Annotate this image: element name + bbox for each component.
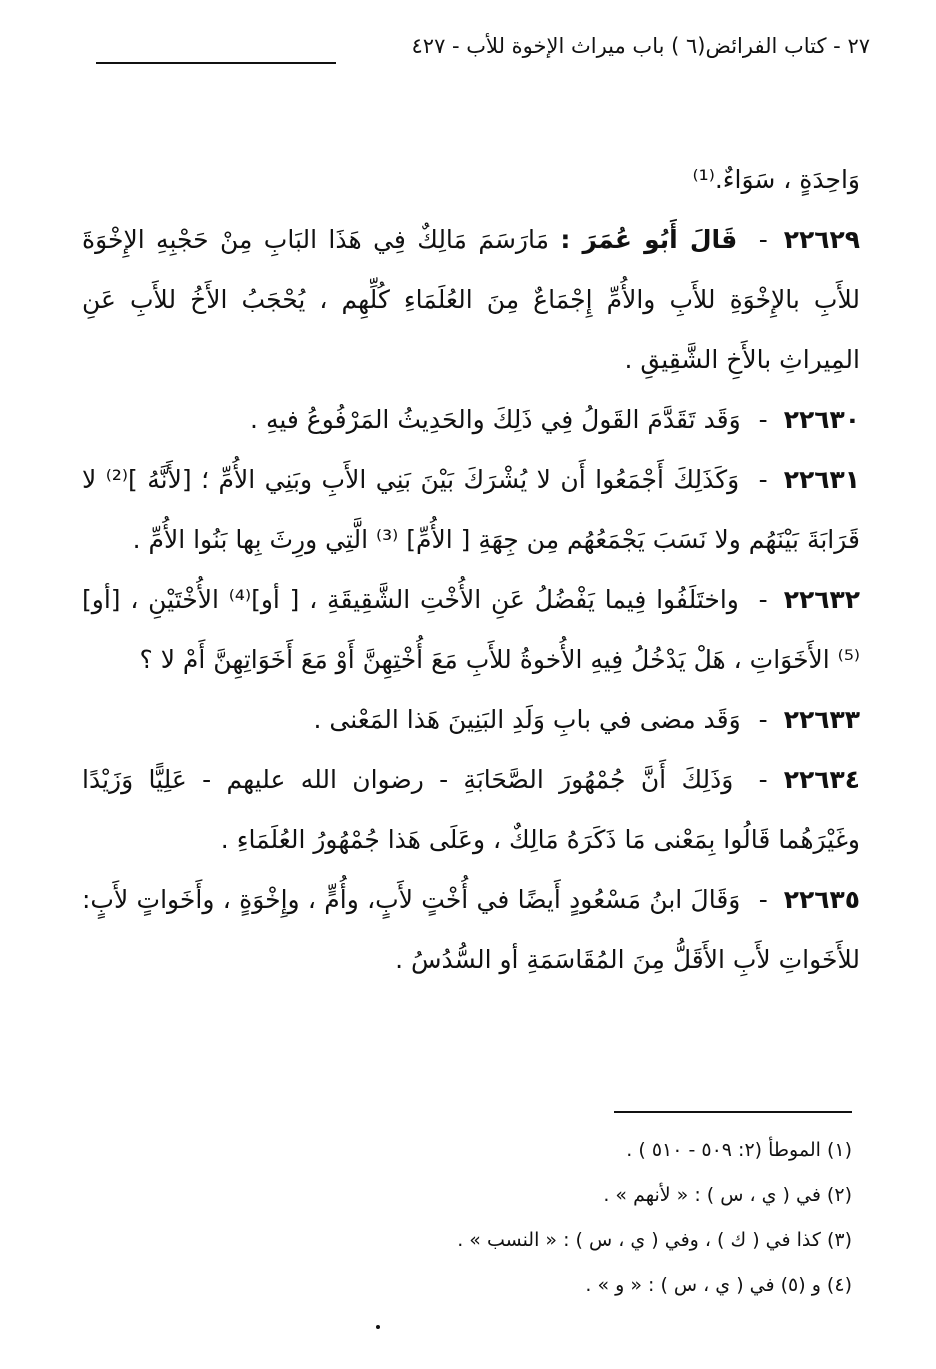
main-text: [82, 150, 860, 990]
paragraph-text: وَكَذَلِكَ أَجْمَعُوا أَن لا يُشْرَكَ بَيْنَ بَنِي الأَبِ وبَنِي الأُمِّ ؛ [لأَنَّهُ ]⁽²⁾ لا قَرَابَةَ بَيْنَهُم ولا نَسَبَ يَجْمَعُهُم مِن جِهَةِ [ الأُمِّ] ⁽³⁾ الَّتِي ورِثَ بِها بَنُوا الأُمِّ .: [82, 465, 860, 554]
paragraph: [82, 150, 860, 210]
paragraph: ٢٢٦٣٣- وَقَد مضى في بابِ وَلَدِ البَنِينَ هَذا المَعْنى .: [313, 705, 860, 734]
paragraph: ٢٢٦٣١- وَكَذَلِكَ أَجْمَعُوا أَن لا يُشْرَكَ بَيْنَ بَنِي الأَبِ وبَنِي الأُمِّ ؛ [لأَنَّهُ ]⁽²⁾ لا قَرَابَةَ بَيْنَهُم ولا نَسَبَ يَجْمَعُهُم مِن جِهَةِ [ الأُمِّ] ⁽³⁾ الَّتِي ورِثَ بِها بَنُوا الأُمِّ .: [82, 465, 860, 554]
header-title: ٢٧ - كتاب الفرائض(٦ ) باب ميراث الإخوة للأب - ٤٢٧: [411, 34, 870, 58]
paragraph-text: وَقَد تَقَدَّمَ القَولُ فِي ذَلِكَ والحَدِيثُ المَرْفُوعُ فيهِ .: [250, 405, 741, 434]
footnote: (٢) في ( ي ، س ) : « لأنهم » .: [603, 1184, 852, 1206]
paragraph-text: وَاحِدَةٍ ، سَوَاءٌ.⁽¹⁾: [692, 165, 860, 194]
header-rule: [96, 62, 336, 64]
paragraph: ٢٢٦٣٢- واختَلَفُوا فِيما يَفْضُلُ عَنِ الأُخْتِ الشَّقِيقَةِ ، [ أو]⁽⁴⁾ الأُخْتَيْنِ ، [أو]⁽⁵⁾ الأَخَوَاتِ ، هَلْ يَدْخُلُ فِيهِ الأُخوةُ للأَبِ مَعَ أُخْتِهِنَّ أَوْ مَعَ أَخَوَاتِهِنَّ أَمْ لا ؟: [82, 585, 860, 674]
paragraph: ٢٢٦٣٠- وَقَد تَقَدَّمَ القَولُ فِي ذَلِكَ والحَدِيثُ المَرْفُوعُ فيهِ .: [250, 405, 860, 434]
paragraph-number: ٢٢٦٣٣: [783, 705, 860, 734]
paragraph-number: ٢٢٦٣٠: [783, 405, 860, 434]
speaker-label: قَالَ أَبُو عُمَرَ :: [560, 225, 738, 254]
paragraph-number: ٢٢٦٣٢: [783, 585, 860, 614]
paragraph-text: وَقَالَ ابنُ مَسْعُودٍ أَيضًا في أُخْتٍ لأَبٍ، وأُمٍّ ، وإِخْوَةٍ ، وأَخَواتٍ لأَبٍ: للأَخَواتِ لأَبِ الأَقَلُّ مِنَ المُقَاسَمَةِ أو السُّدُسُ .: [82, 885, 860, 974]
paragraph: ٢٢٦٢٩- قَالَ أَبُو عُمَرَ : مَارَسَمَ مَالِكٌ فِي هَذَا البَابِ مِنْ حَجْبِهِ الإِخْوَةَ للأَبِ بالإِخْوَةِ للأَبِ والأُمِّ إِجْمَاعٌ مِنَ العُلَمَاءِ كُلِّهِم ، يُحْجَبُ الأَخُ للأَبِ عَنِ المِيراثِ بالأَخِ الشَّقِيقِ .: [82, 225, 861, 374]
footnote-rule: [614, 1111, 852, 1113]
paragraph-number: ٢٢٦٣١: [783, 465, 860, 494]
footnote: (١) الموطأ (٢: ٥٠٩ - ٥١٠ ) .: [626, 1139, 852, 1161]
footnote: (٣) كذا في ( ك ) ، وفي ( ي ، س ) : « النسب » .: [457, 1229, 852, 1251]
paragraph-text: واختَلَفُوا فِيما يَفْضُلُ عَنِ الأُخْتِ الشَّقِيقَةِ ، [ أو]⁽⁴⁾ الأُخْتَيْنِ ، [أو]⁽⁵⁾ الأَخَوَاتِ ، هَلْ يَدْخُلُ فِيهِ الأُخوةُ للأَبِ مَعَ أُخْتِهِنَّ أَوْ مَعَ أَخَوَاتِهِنَّ أَمْ لا ؟: [82, 585, 860, 674]
footnote: (٤) و (٥) في ( ي ، س ) : « و » .: [585, 1274, 852, 1296]
page-mark: [376, 1325, 380, 1329]
running-header: [96, 34, 870, 74]
paragraph-text: وَقَد مضى في بابِ وَلَدِ البَنِينَ هَذا المَعْنى .: [313, 705, 741, 734]
paragraph-text: وَذَلِكَ أَنَّ جُمْهُورَ الصَّحَابَةِ - رضوان الله عليهم - عَلِيًّا وَزَيْدًا وغَيْرَهُما قَالُوا بِمَعْنى مَا ذَكَرَهُ مَالِكٌ ، وعَلَى هَذا جُمْهُورُ العُلَمَاءِ .: [82, 765, 860, 854]
paragraph-text: مَارَسَمَ مَالِكٌ فِي هَذَا البَابِ مِنْ حَجْبِهِ الإِخْوَةَ للأَبِ بالإِخْوَةِ للأَبِ والأُمِّ إِجْمَاعٌ مِنَ العُلَمَاءِ كُلِّهِم ، يُحْجَبُ الأَخُ للأَبِ عَنِ المِيراثِ بالأَخِ الشَّقِيقِ .: [82, 225, 860, 374]
paragraph: ٢٢٦٣٤- وَذَلِكَ أَنَّ جُمْهُورَ الصَّحَابَةِ - رضوان الله عليهم - عَلِيًّا وَزَيْدًا وغَيْرَهُما قَالُوا بِمَعْنى مَا ذَكَرَهُ مَالِكٌ ، وعَلَى هَذا جُمْهُورُ العُلَمَاءِ .: [82, 765, 860, 854]
paragraph-number: ٢٢٦٣٤: [783, 765, 860, 794]
footnotes: [200, 1128, 852, 1308]
paragraph: ٢٢٦٣٥- وَقَالَ ابنُ مَسْعُودٍ أَيضًا في أُخْتٍ لأَبٍ، وأُمٍّ ، وإِخْوَةٍ ، وأَخَواتٍ لأَبٍ: للأَخَواتِ لأَبِ الأَقَلُّ مِنَ المُقَاسَمَةِ أو السُّدُسُ .: [82, 885, 861, 974]
paragraph-number: ٢٢٦٣٥: [783, 885, 861, 914]
paragraph-number: ٢٢٦٢٩: [783, 225, 861, 254]
